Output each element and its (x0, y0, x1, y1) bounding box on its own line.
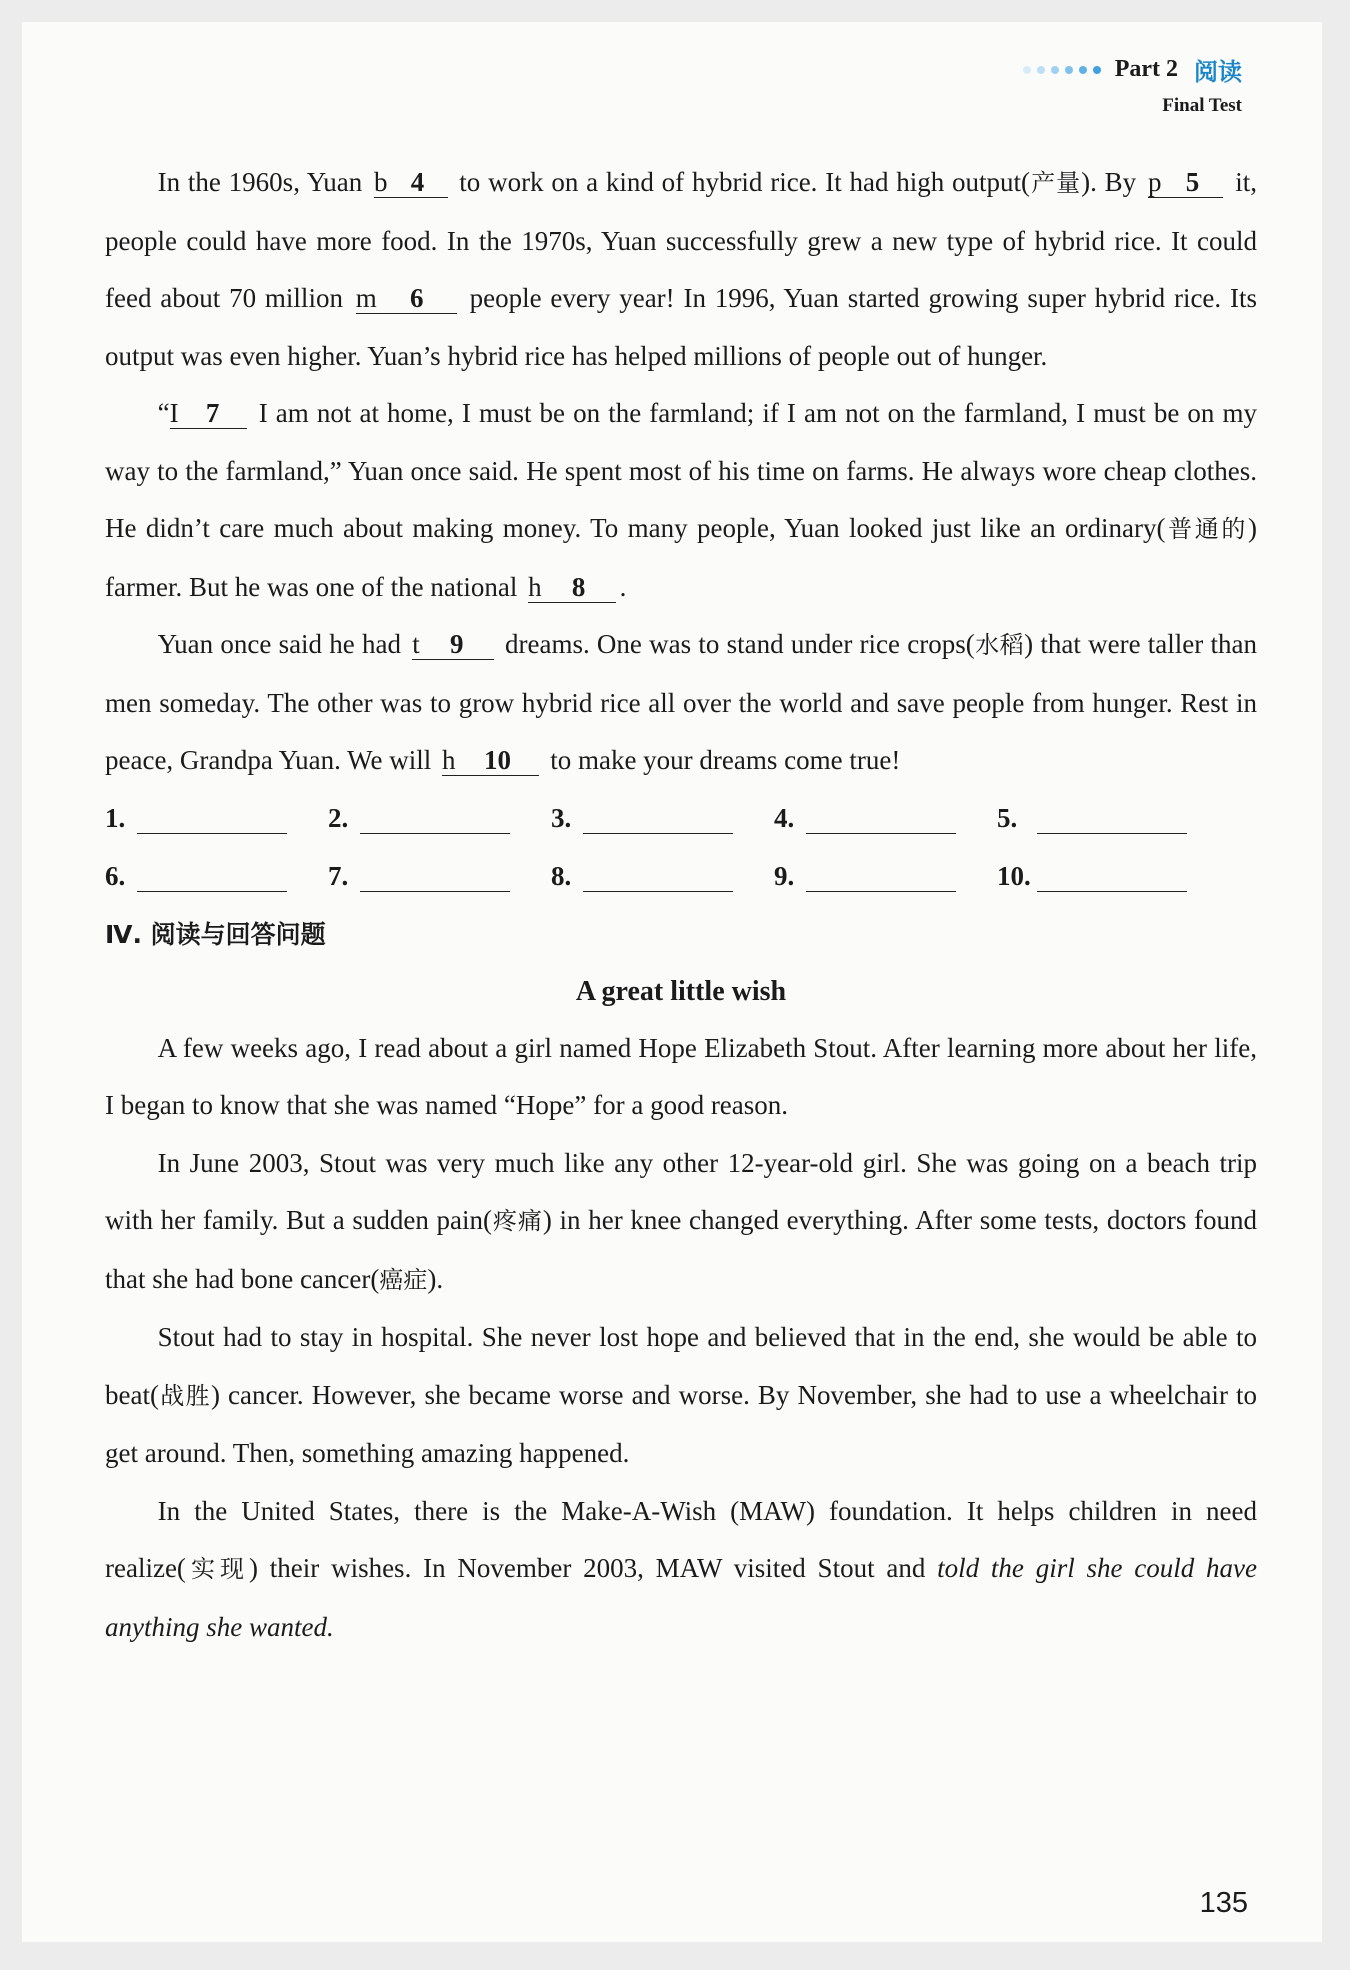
answer-line-5[interactable]: 5. (997, 803, 1220, 834)
cloze-blank-9: t 9 (412, 629, 494, 660)
page (22, 22, 1322, 1942)
page-header (1023, 52, 1242, 117)
answer-line-3[interactable]: 3. (551, 803, 774, 834)
dot-icon (1079, 66, 1087, 74)
header-subtitle: Final Test (1162, 95, 1242, 116)
answer-line-6[interactable]: 6. (105, 861, 328, 892)
article-paragraph-2: In June 2003, Stout was very much like any other 12-year-old girl. She was going on a beach trip with her family. But a sudden pain(疼痛) in her knee changed everything. After some tests, doctors found that she had bone cancer(癌症). (105, 1147, 1257, 1294)
dot-icon (1065, 66, 1073, 74)
cloze-paragraph-1: In the 1960s, Yuan b 4 to work on a kind of hybrid rice. It had high output(产量). By p 5 it, people could have more food. In the 1970s, Yuan successfully grew a new type of hybrid rice. It could feed about 70 million m 6 people every year! In 1996, Yuan started growing super hybrid rice. Its output was even higher. Yuan’s hybrid rice has helped millions of people out of hunger. (105, 167, 1258, 371)
page-number: 135 (1199, 1887, 1248, 1919)
cloze-blank-6: m 6 (356, 283, 457, 314)
dot-icon (1037, 66, 1045, 74)
article-title: A great little wish (575, 975, 787, 1007)
answer-line-9[interactable]: 9. (774, 861, 997, 892)
cloze-blank-4: b 4 (374, 167, 448, 198)
article-paragraph-1: A few weeks ago, I read about a girl named Hope Elizabeth Stout. After learning more about her life, I began to know that she was named “Hope” for a good reason. (105, 1032, 1257, 1120)
page-content (105, 154, 1257, 1656)
answer-line-8[interactable]: 8. (551, 861, 774, 892)
cloze-blank-10: h 10 (442, 745, 540, 776)
cloze-blank-5: p 5 (1148, 167, 1224, 198)
answer-line-1[interactable]: 1. (105, 803, 328, 834)
answer-row-2 (105, 848, 1257, 906)
answer-line-10[interactable]: 10. (997, 861, 1220, 892)
section-label-cn: 阅读 (1194, 58, 1242, 86)
part-label: Part 2 (1114, 56, 1178, 82)
cloze-paragraph-2: “I 7 I am not at home, I must be on the farmland; if I am not on the farmland, I must be on my way to the farmland,” Yuan once said. He spent most of his time on farms. He always wore cheap clothes. He didn’t care much about making money. To many people, Yuan looked just like an ordinary(普通的) farmer. But he was one of the national h 8 . (105, 398, 1258, 602)
answer-row-1 (105, 790, 1257, 848)
answer-lines (105, 790, 1257, 906)
section-heading: Ⅳ. 阅读与回答问题 (105, 919, 326, 949)
answer-line-4[interactable]: 4. (774, 803, 997, 834)
dot-icon (1051, 66, 1059, 74)
answer-line-7[interactable]: 7. (328, 861, 551, 892)
cloze-blank-8: h 8 (528, 572, 616, 603)
dot-icon (1023, 66, 1031, 74)
article-paragraph-4: In the United States, there is the Make-A-Wish (MAW) foundation. It helps children in need realize(实现) their wishes. In November 2003, MAW visited Stout and told the girl she could have anything she wanted. (105, 1495, 1258, 1642)
cloze-paragraph-3: Yuan once said he had t 9 dreams. One was to stand under rice crops(水稻) that were taller than men someday. The other was to grow hybrid rice all over the world and save people from hunger. Rest in peace, Grandpa Yuan. We will h 10 to make your dreams come true! (105, 629, 1257, 775)
dot-icon (1093, 66, 1101, 74)
article-paragraph-3: Stout had to stay in hospital. She never lost hope and believed that in the end, she would be able to beat(战胜) cancer. However, she became worse and worse. By November, she had to use a wheelchair to get around. Then, something amazing happened. (105, 1322, 1258, 1468)
cloze-blank-7: I 7 (170, 398, 247, 429)
decorative-dots (1023, 66, 1101, 74)
answer-line-2[interactable]: 2. (328, 803, 551, 834)
